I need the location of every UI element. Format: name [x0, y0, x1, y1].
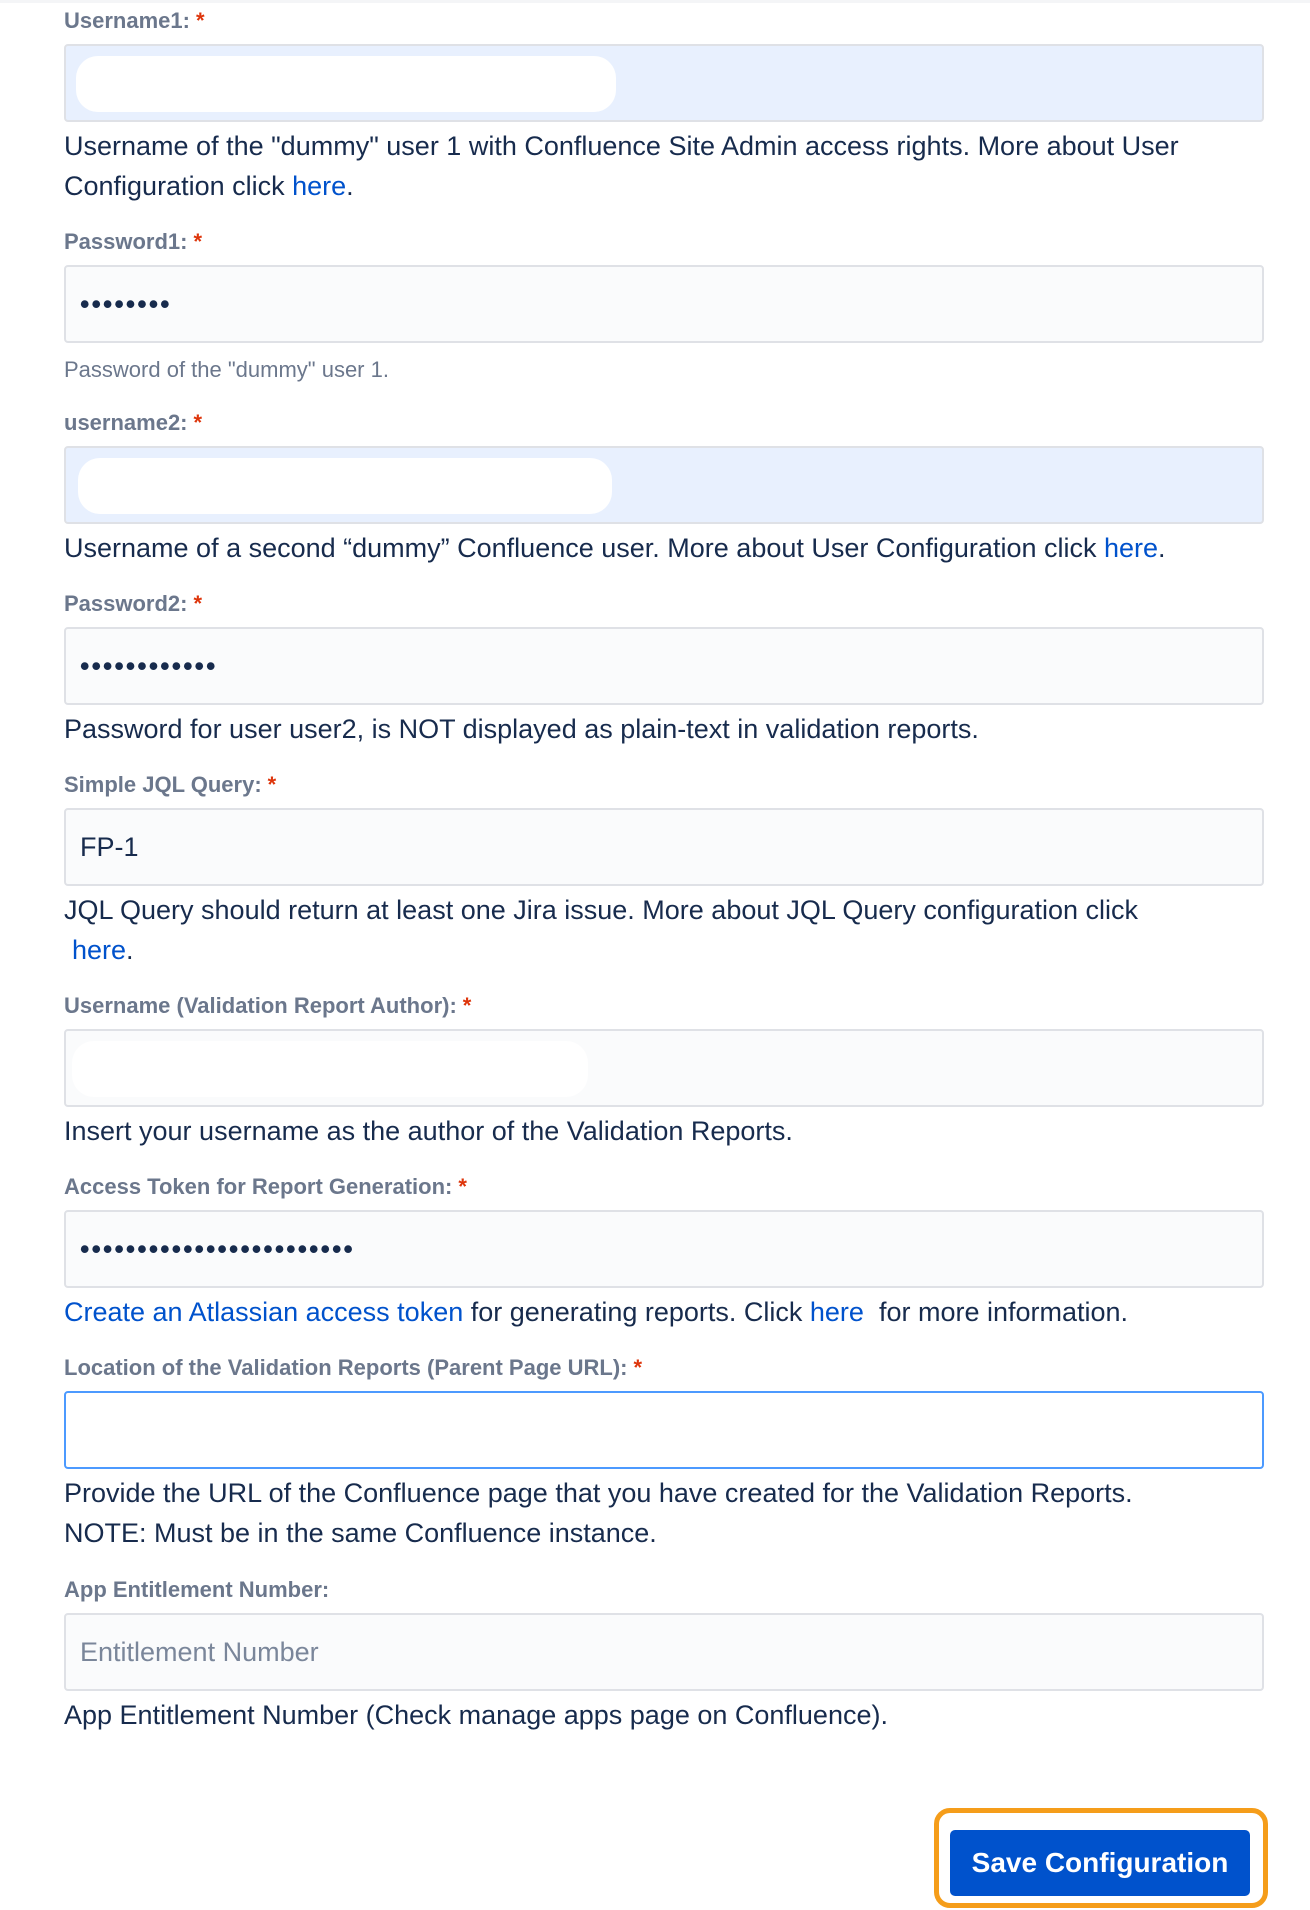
location-label: Location of the Validation Reports (Parent Page URL): * [64, 1355, 643, 1380]
password2-label: Password2: * [64, 591, 203, 616]
redacted-value [72, 1041, 588, 1097]
required-marker: * [193, 229, 203, 254]
username2-help-link[interactable]: here [1103, 533, 1159, 563]
required-marker: * [267, 772, 277, 797]
required-marker: * [193, 591, 203, 616]
entitlement-label: App Entitlement Number: [64, 1577, 330, 1602]
username2-label: username2: * [64, 410, 203, 435]
required-marker: * [195, 8, 205, 33]
access-token-value: •••••••••••••••••••••••• [80, 1234, 355, 1264]
username1-label: Username1: * [64, 8, 205, 33]
required-marker: * [462, 993, 472, 1018]
jql-help: JQL Query should return at least one Jira issue. More about JQL Query configuration click here. [64, 895, 1139, 965]
password1-value: •••••••• [80, 289, 172, 319]
redacted-value [76, 56, 616, 112]
location-help: Provide the URL of the Confluence page that you have created for the Validation Reports. NOTE: Must be in the same Confluence instance. [64, 1478, 1133, 1548]
username2-help: Username of a second “dummy” Confluence user. More about User Configuration click here. [64, 533, 1166, 563]
entitlement-input[interactable] [64, 1613, 1264, 1691]
report-author-input[interactable] [64, 1029, 1264, 1107]
password1-label: Password1: * [64, 229, 203, 254]
jql-label: Simple JQL Query: * [64, 772, 277, 797]
save-configuration-button[interactable]: Save Configuration [950, 1830, 1250, 1896]
access-token-label: Access Token for Report Generation: * [64, 1174, 467, 1199]
entitlement-placeholder: Entitlement Number [80, 1637, 319, 1667]
jql-input[interactable] [64, 808, 1264, 886]
password2-value: •••••••••••• [80, 651, 218, 681]
top-divider [0, 0, 1310, 3]
password1-help: Password of the "dummy" user 1. [64, 357, 389, 382]
password2-help: Password for user user2, is NOT displayed as plain-text in validation reports. [64, 714, 979, 744]
username1-help-link[interactable]: here [292, 171, 347, 201]
username1-help: Username of the "dummy" user 1 with Confluence Site Admin access rights. More about User Configuration click here. [64, 131, 1179, 201]
access-token-help-link[interactable]: here [809, 1297, 864, 1327]
location-input[interactable] [64, 1391, 1264, 1469]
report-author-help: Insert your username as the author of the Validation Reports. [64, 1116, 793, 1146]
jql-value: FP-1 [80, 832, 139, 862]
report-author-label: Username (Validation Report Author): * [64, 993, 472, 1018]
required-marker: * [633, 1355, 643, 1380]
required-marker: * [193, 410, 203, 435]
access-token-input[interactable] [64, 1210, 1264, 1288]
password2-input[interactable] [64, 627, 1264, 705]
password1-input[interactable] [64, 265, 1264, 343]
username2-input[interactable] [64, 446, 1264, 524]
access-token-help: Create an Atlassian access token for generating reports. Click here for more information. [64, 1297, 1129, 1327]
redacted-value [78, 458, 612, 514]
jql-help-link[interactable]: here [72, 935, 127, 965]
entitlement-help: App Entitlement Number (Check manage apps page on Confluence). [64, 1700, 888, 1730]
username1-input[interactable] [64, 44, 1264, 122]
required-marker: * [458, 1174, 467, 1199]
create-token-link[interactable]: Create an Atlassian access token [64, 1297, 464, 1327]
